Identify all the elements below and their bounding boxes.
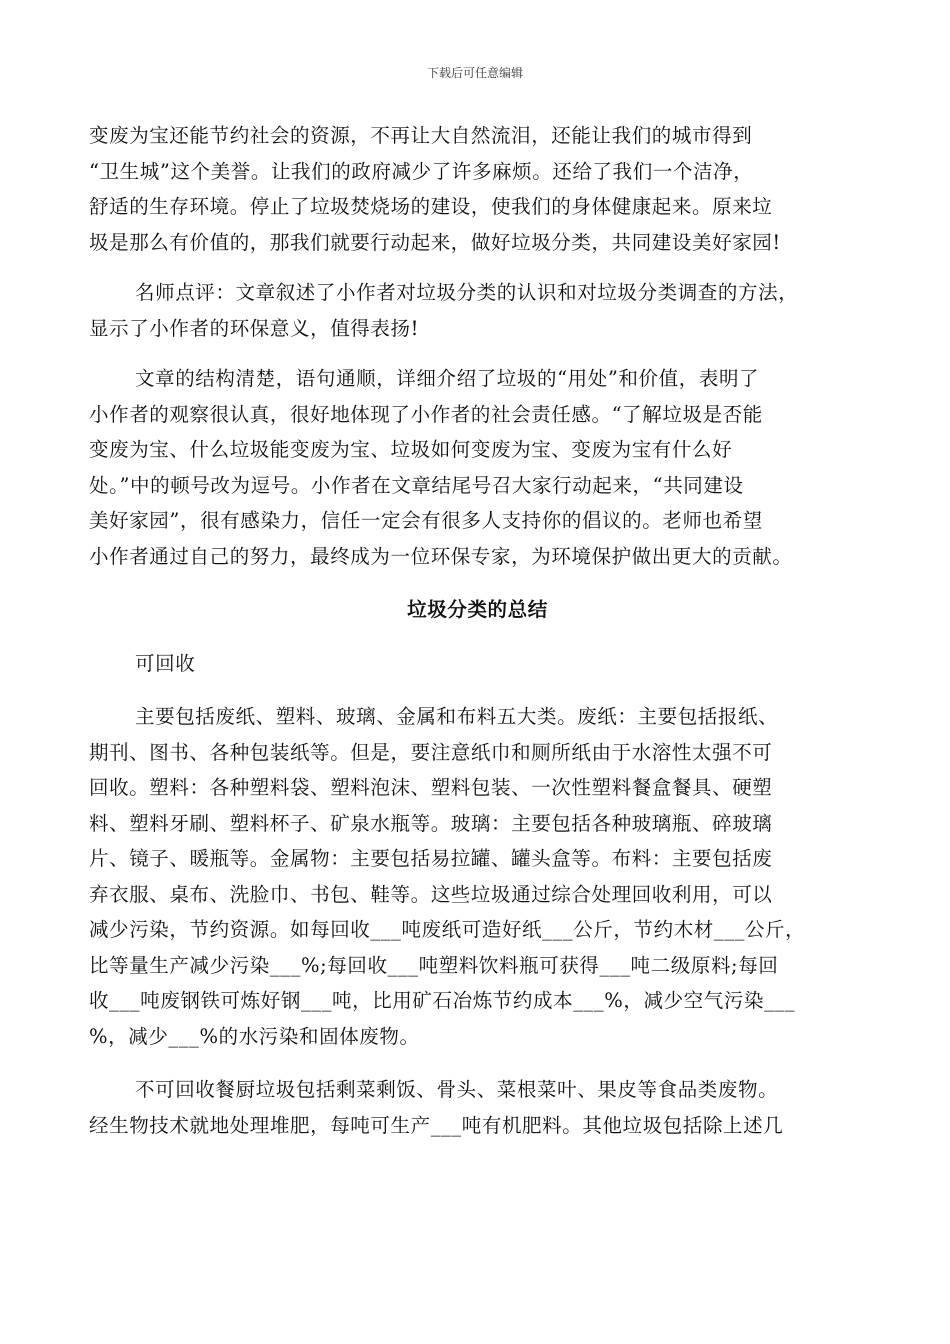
text-line: 料、塑料牙刷、塑料杯子、矿泉水瓶等。玻璃：主要包括各种玻璃瓶、碎玻璃 [89,811,773,835]
paragraph-2 [89,275,866,346]
text-line: 圾是那么有价值的，那我们就要行动起来，做好垃圾分类，共同建设美好家园! [89,230,781,254]
page-header: 下载后可任意编辑 [426,66,523,80]
text-line: 显示了小作者的环保意义，值得表扬! [89,316,420,340]
text-line: “卫生城”这个美誉。让我们的政府减少了许多麻烦。还给了我们一个洁净， [89,159,754,183]
text-line: 期刊、图书、各种包装纸等。但是，要注意纸巾和厕所纸由于水溶性太强不可 [89,740,773,764]
text-line: 经生物技术就地处理堆肥，每吨可生产___吨有机肥料。其他垃圾包括除上述几 [89,1113,784,1137]
text-line: 舒适的生存环境。停止了垃圾焚烧场的建设，使我们的身体健康起来。原来垃 [89,195,773,218]
text-line: 弃衣服、桌布、洗脸巾、书包、鞋等。这些垃圾通过综合处理回收利用，可以 [89,882,773,906]
text-line: 回收。塑料：各种塑料袋、塑料泡沫、塑料包装、一次性塑料餐盒餐具、硬塑 [89,776,773,799]
document-body [89,118,866,1143]
section-heading: 垃圾分类的总结 [407,598,548,621]
text-line: 文章的结构清楚，语句通顺，详细介绍了垃圾的“用处”和价值，表明了 [135,367,760,390]
paragraph-4 [89,646,866,682]
text-line: 比等量生产减少污染___%;每回收___吨塑料饮料瓶可获得___吨二级原料;每回 [89,953,779,977]
text-line: 小作者通过自己的努力，最终成为一位环保专家，为环境保护做出更大的贡献。 [89,544,793,568]
text-line: 收___吨废钢铁可炼好钢___吨，比用矿石冶炼节约成本___%，减少空气污染___ [89,989,796,1012]
text-line: 变废为宝还能节约社会的资源，不再让大自然流泪，还能让我们的城市得到 [89,124,753,147]
text-line: 主要包括废纸、塑料、玻璃、金属和布料五大类。废纸：主要包括报纸、 [135,705,779,728]
paragraph-1 [89,118,866,260]
paragraph-6 [89,1072,866,1143]
text-line: 减少污染，节约资源。如每回收___吨废纸可造好纸___公斤，节约木材___公斤， [89,918,806,941]
text-line: 名师点评：文章叙述了小作者对垃圾分类的认识和对垃圾分类调查的方法， [135,281,799,304]
paragraph-3 [89,361,866,574]
text-line: 不可回收餐厨垃圾包括剩菜剩饭、骨头、菜根菜叶、果皮等食品类废物。 [135,1078,779,1101]
text-line: 处。”中的顿号改为逗号。小作者在文章结尾号召大家行动起来，“共同建设 [89,473,744,497]
paragraph-5 [89,699,866,1054]
text-line: 小作者的观察很认真，很好地体现了小作者的社会责任感。“了解垃圾是否能 [89,402,763,426]
text-line: 变废为宝、什么垃圾能变废为宝、垃圾如何变废为宝、变废为宝有什么好 [89,438,733,461]
text-line: 美好家园”，很有感染力，信任一定会有很多人支持你的倡议的。老师也希望 [89,509,763,532]
text-line: %，减少___%的水污染和固体废物。 [89,1024,420,1048]
text-line: 片、镜子、暖瓶等。金属物：主要包括易拉罐、罐头盒等。布料：主要包括废 [89,847,773,870]
text-line: 可回收 [135,651,196,675]
